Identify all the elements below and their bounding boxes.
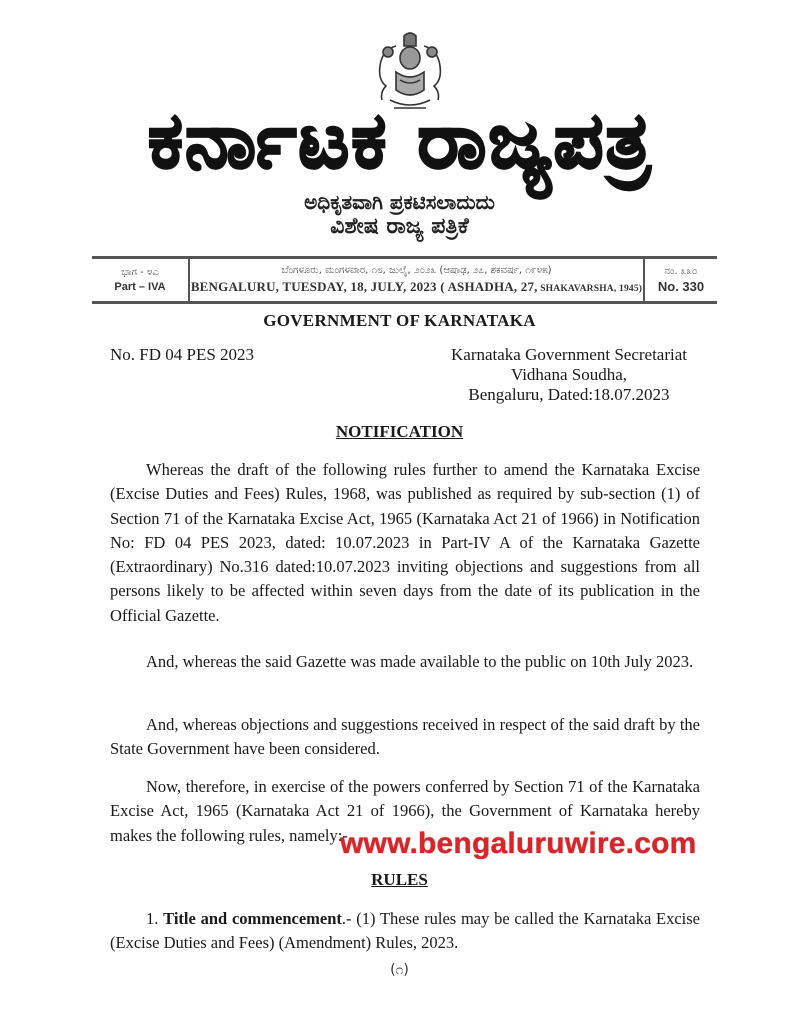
date-english-small: SHAKAVARSHA, 1945) [540, 284, 643, 294]
address-line-3: Bengaluru, Dated:18.07.2023 [468, 385, 670, 404]
address-line-2: Vidhana Soudha, [510, 365, 628, 384]
date-cell [190, 259, 645, 301]
notification-heading: NOTIFICATION [335, 422, 464, 441]
address-line-1: Karnataka Government Secretariat [451, 345, 687, 364]
date-english [191, 279, 642, 295]
part-english: Part – IVA [114, 281, 166, 293]
date-english-main: BENGALURU, TUESDAY, 18, JULY, 2023 ( ASHADHA, 27, [190, 279, 538, 294]
masthead-subtitle-official: ಅಧಿಕೃತವಾಗಿ ಪ್ರಕಟಿಸಲಾದುದು [304, 190, 495, 214]
issue-number-kannada: ನಂ. ೩೩೦ [664, 266, 698, 277]
issue-number-cell [645, 259, 717, 301]
rule-1-text: .- (1) These rules may be called the Karnataka Excise (Excise Duties and Fees) (Amendment) Rules, 2023. [110, 909, 701, 953]
date-kannada: ಬೆಂಗಳೂರು, ಮಂಗಳವಾರ, ೧೮, ಜುಲೈ, ೨೦೨೩ (ಆಷಾಢ, ೨೭, ಶಕವರ್ಷ, ೧೯೪೫) [281, 265, 552, 276]
rule-1-number: 1. [146, 909, 159, 928]
gazette-info-bar [92, 256, 717, 304]
paragraph-powers-conferred: Now, therefore, in exercise of the powers conferred by Section 71 of the Karnataka Excise Act, 1965 (Karnataka Act 21 of 1966), the Government of Karnataka hereby makes the following rules, namely:- [110, 777, 700, 845]
reference-number: No. FD 04 PES 2023 [110, 345, 255, 364]
rule-1-paragraph [110, 907, 700, 956]
issue-number-english: No. 330 [657, 279, 705, 294]
page-number: (೧) [390, 962, 409, 978]
part-cell [92, 259, 190, 301]
paragraph-draft-rules: Whereas the draft of the following rules further to amend the Karnataka Excise (Excise Duties and Fees) Rules, 1968, was published as required by sub-section (1) of Section 71 of the Karnataka Excise Act, 1965 (Karnataka Act 21 of 1966) in Notification No: FD 04 PES 2023, dated: 10.07.2023 in Part-IV A of the Karnataka Gazette (Extraordinary) No.316 dated:10.07.2023 inviting objections and suggestions from all persons likely to be affected within seven days from the date of its publication in the Official Gazette. [110, 460, 700, 625]
issuing-address [451, 345, 687, 405]
rule-1-title: Title and commencement [163, 909, 342, 928]
masthead-subtitle-extraordinary: ವಿಶೇಷ ರಾಜ್ಯ ಪತ್ರಿಕೆ [330, 214, 469, 239]
gazette-masthead-title: ಕರ್ನಾಟಕ ರಾಜ್ಯಪತ್ರ [147, 96, 653, 186]
government-title: GOVERNMENT OF KARNATAKA [263, 311, 536, 330]
part-kannada: ಭಾಗ - ೪ಎ [121, 267, 159, 278]
paragraph-objections-considered: And, whereas objections and suggestions received in respect of the said draft by the State Government have been considered. [110, 715, 700, 759]
rules-heading: RULES [371, 870, 428, 889]
watermark-text: www.bengaluruwire.com [340, 827, 697, 860]
paragraph-gazette-available: And, whereas the said Gazette was made available to the public on 10th July 2023. [146, 652, 694, 671]
